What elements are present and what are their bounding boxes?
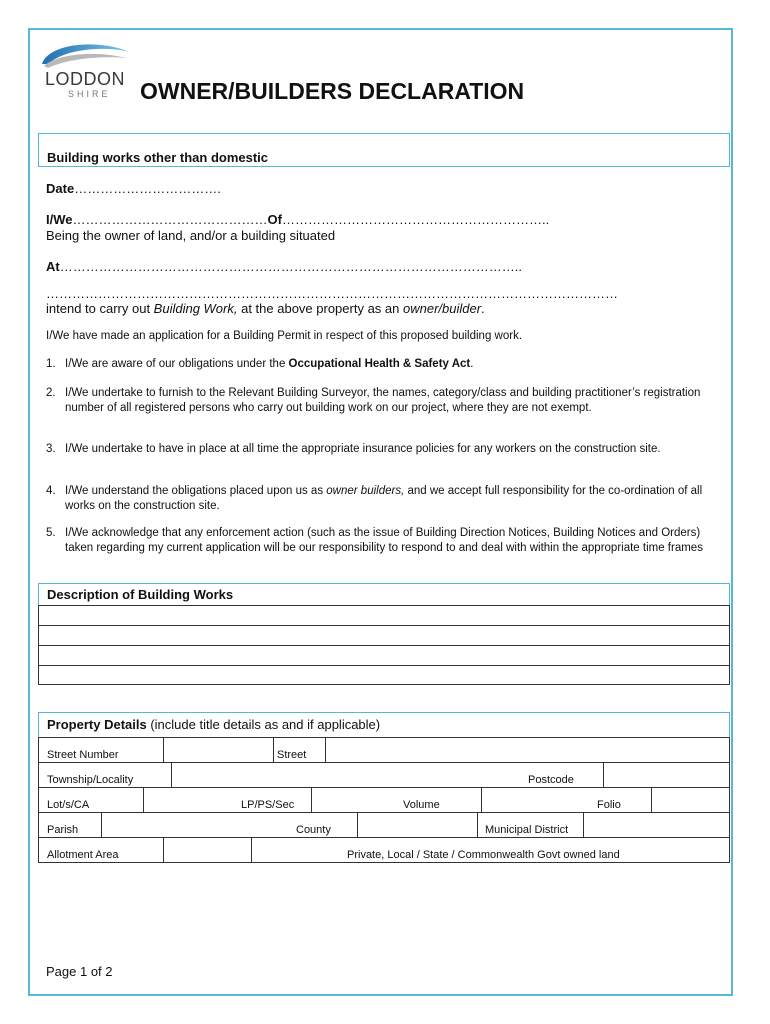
lpps-field[interactable] xyxy=(311,788,399,812)
description-input-row[interactable] xyxy=(39,666,729,686)
land-type-label: Private, Local / State / Commonwealth Govt owned land xyxy=(347,849,620,861)
list-item: 3. I/We undertake to have in place at all time the appropriate insurance policies for any workers on the construction site. xyxy=(46,443,661,455)
lpps-label: LP/PS/Sec xyxy=(241,799,295,811)
list-item: 5. I/We acknowledge that any enforcement action (such as the issue of Building Direction Notices, Building Notices and Orders) taken regarding my current application will be our responsibility to respond to and deal with within the appropriate time frames xyxy=(46,527,703,554)
list-item: 4. I/We understand the obligations placed upon us as owner builders, and we accept full responsibility for the co-ordination of all works on the construction site. xyxy=(46,485,703,512)
section-heading-property: Property Details (include title details as and if applicable) xyxy=(38,712,730,738)
table-row xyxy=(39,838,729,863)
allotment-area-label: Allotment Area xyxy=(47,849,119,861)
at-label: At xyxy=(46,259,60,274)
at-line[interactable] xyxy=(46,259,522,274)
table-row xyxy=(39,813,729,838)
street-number-field[interactable] xyxy=(163,738,273,762)
description-table xyxy=(38,605,730,685)
description-input-row[interactable] xyxy=(39,646,729,666)
county-label: County xyxy=(296,824,331,836)
folio-label: Folio xyxy=(597,799,621,811)
township-label: Township/Locality xyxy=(47,774,134,786)
iwe-dots: ……………………………………… xyxy=(72,212,268,227)
folio-field[interactable] xyxy=(651,788,729,812)
document-title: OWNER/BUILDERS DECLARATION xyxy=(140,78,525,104)
volume-label: Volume xyxy=(403,799,440,811)
date-dots: ……………………………. xyxy=(74,181,221,196)
logo-text: LODDON xyxy=(45,69,126,89)
date-label: Date xyxy=(46,181,75,196)
description-input-row[interactable] xyxy=(39,606,729,626)
logo-subtext: SHIRE xyxy=(68,89,111,99)
table-row xyxy=(39,738,729,763)
list-item: 2. I/We undertake to furnish to the Relevant Building Surveyor, the names, category/class and building practitioner’s registration number of all registered persons who carry out building work on our project, where they are not exempt. xyxy=(46,387,701,414)
description-input-row[interactable] xyxy=(39,626,729,646)
allotment-area-field[interactable] xyxy=(163,838,251,863)
page-number: Page 1 of 2 xyxy=(46,964,113,979)
list-item: 1. I/We are aware of our obligations under the Occupational Health & Safety Act. xyxy=(46,358,474,370)
parish-field[interactable] xyxy=(101,813,291,837)
iwe-line[interactable] xyxy=(46,212,549,227)
lots-field[interactable] xyxy=(143,788,223,812)
table-row xyxy=(39,788,729,813)
street-field[interactable] xyxy=(325,738,729,762)
street-number-label: Street Number xyxy=(47,749,119,761)
table-row xyxy=(39,763,729,788)
application-statement: I/We have made an application for a Building Permit in respect of this proposed building work. xyxy=(46,330,523,342)
owner-statement: Being the owner of land, and/or a building situated xyxy=(46,228,336,243)
of-dots: …………………………………………………….. xyxy=(281,212,550,227)
street-label: Street xyxy=(277,749,307,761)
county-field[interactable] xyxy=(357,813,477,837)
lots-label: Lot/s/CA xyxy=(47,799,90,811)
parish-label: Parish xyxy=(47,824,79,836)
municipal-district-field[interactable] xyxy=(583,813,729,837)
volume-field[interactable] xyxy=(481,788,569,812)
municipal-district-label: Municipal District xyxy=(485,824,569,836)
at-dots: …………………………………………………………………………………………….. xyxy=(59,259,522,274)
property-details-table xyxy=(38,737,730,863)
iwe-label: I/We xyxy=(46,212,73,227)
intend-statement: intend to carry out Building Work, at the above property as an owner/builder. xyxy=(46,301,485,316)
township-field[interactable] xyxy=(171,763,553,787)
postcode-label: Postcode xyxy=(528,774,574,786)
postcode-field[interactable] xyxy=(603,763,729,787)
address-dots-line[interactable]: …………………………………………………………………………………………………………………… xyxy=(46,286,618,301)
section-heading-description: Description of Building Works xyxy=(38,583,730,606)
of-label: Of xyxy=(267,212,282,227)
section-heading-building-works: Building works other than domestic xyxy=(38,133,730,167)
date-line[interactable] xyxy=(46,181,221,196)
